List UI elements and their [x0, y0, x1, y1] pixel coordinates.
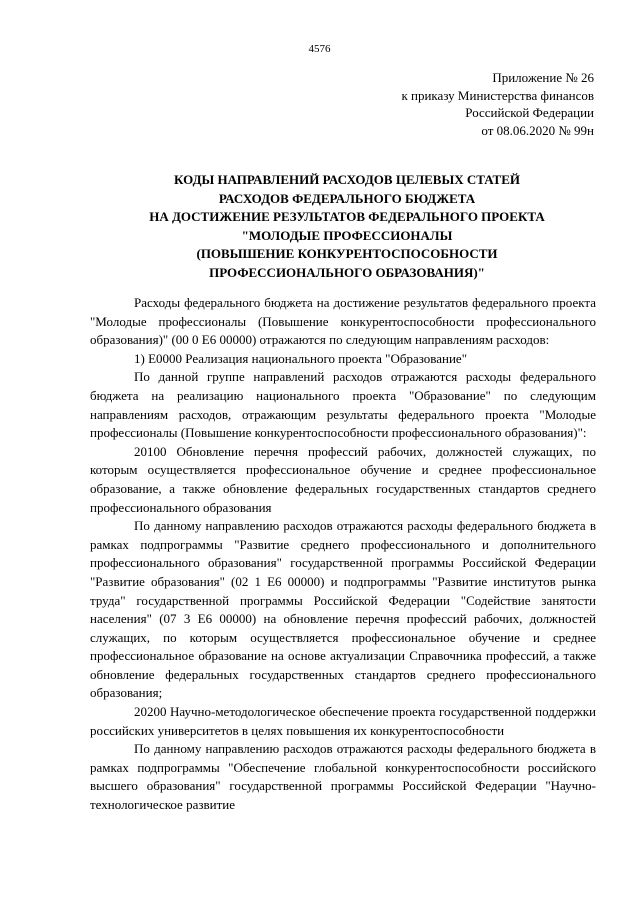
title-line: РАСХОДОВ ФЕДЕРАЛЬНОГО БЮДЖЕТА	[218, 190, 476, 206]
paragraph: По данному направлению расходов отражаются расходы федерального бюджета в рамках подпрограммы "Обеспечение глобальной конкурентоспособности российского высшего образования" государственной программы Российской Федерации "Научно-технологическое развитие	[90, 741, 596, 813]
body-text	[90, 294, 596, 815]
page-number: 4576	[308, 43, 331, 55]
document-title	[90, 171, 604, 282]
appendix-line: Российской Федерации	[465, 105, 594, 120]
appendix-line: к приказу Министерства финансов	[401, 87, 594, 103]
paragraph: 1) E0000 Реализация национального проекта "Образование"	[134, 350, 468, 366]
appendix-line: от 08.06.2020 № 99н	[481, 122, 594, 138]
paragraph: 20200 Научно-методологическое обеспечение проекта государственной поддержки российских университетов в целях повышения их конкурентоспособности	[90, 704, 596, 738]
appendix-line: Приложение № 26	[492, 70, 594, 85]
title-line: (ПОВЫШЕНИЕ КОНКУРЕНТОСПОСОБНОСТИ	[196, 246, 498, 261]
title-line: КОДЫ НАПРАВЛЕНИЙ РАСХОДОВ ЦЕЛЕВЫХ СТАТЕЙ	[174, 172, 520, 187]
paragraph: Расходы федерального бюджета на достижение результатов федерального проекта "Молодые профессионалы (Повышение конкурентоспособности профессионального образования)" (00 0 E6 00000) отражаются по следующим направлениям расходов:	[90, 295, 596, 348]
title-line: НА ДОСТИЖЕНИЕ РЕЗУЛЬТАТОВ ФЕДЕРАЛЬНОГО ПРОЕКТА	[149, 209, 545, 224]
paragraph: По данной группе направлений расходов отражаются расходы федерального бюджета на реализацию национального проекта "Образование" по следующим направлениям расходов, отражающим результаты федерального проекта "Молодые профессионалы (Повышение конкурентоспособности профессионального образования)":	[90, 369, 596, 441]
paragraph: 20100 Обновление перечня профессий рабочих, должностей служащих, по которым осуществляется профессиональное обучение и среднее профессиональное образование, а также обновление федеральных государственных стандартов среднего профессионального образования	[90, 443, 596, 515]
paragraph: По данному направлению расходов отражаются расходы федерального бюджета в рамках подпрограммы "Развитие среднего профессионального и дополнительного профессионального образования" государственной программы Российской Федерации "Развитие образования" (02 1 E6 00000) и подпрограммы "Развитие институтов рынка труда" государственной программы Российской Федерации "Содействие занятости населения" (07 3 E6 00000) на обновление перечня профессий рабочих, должностей служащих, по которым осуществляется профессиональное обучение и среднее профессиональное образование на основе актуализации Справочника профессий, а также обновление федеральных государственных стандартов среднего профессионального образования;	[90, 518, 596, 701]
title-line: ПРОФЕССИОНАЛЬНОГО ОБРАЗОВАНИЯ)"	[209, 264, 485, 280]
title-line: "МОЛОДЫЕ ПРОФЕССИОНАЛЫ	[241, 227, 453, 243]
appendix-block	[330, 69, 594, 139]
